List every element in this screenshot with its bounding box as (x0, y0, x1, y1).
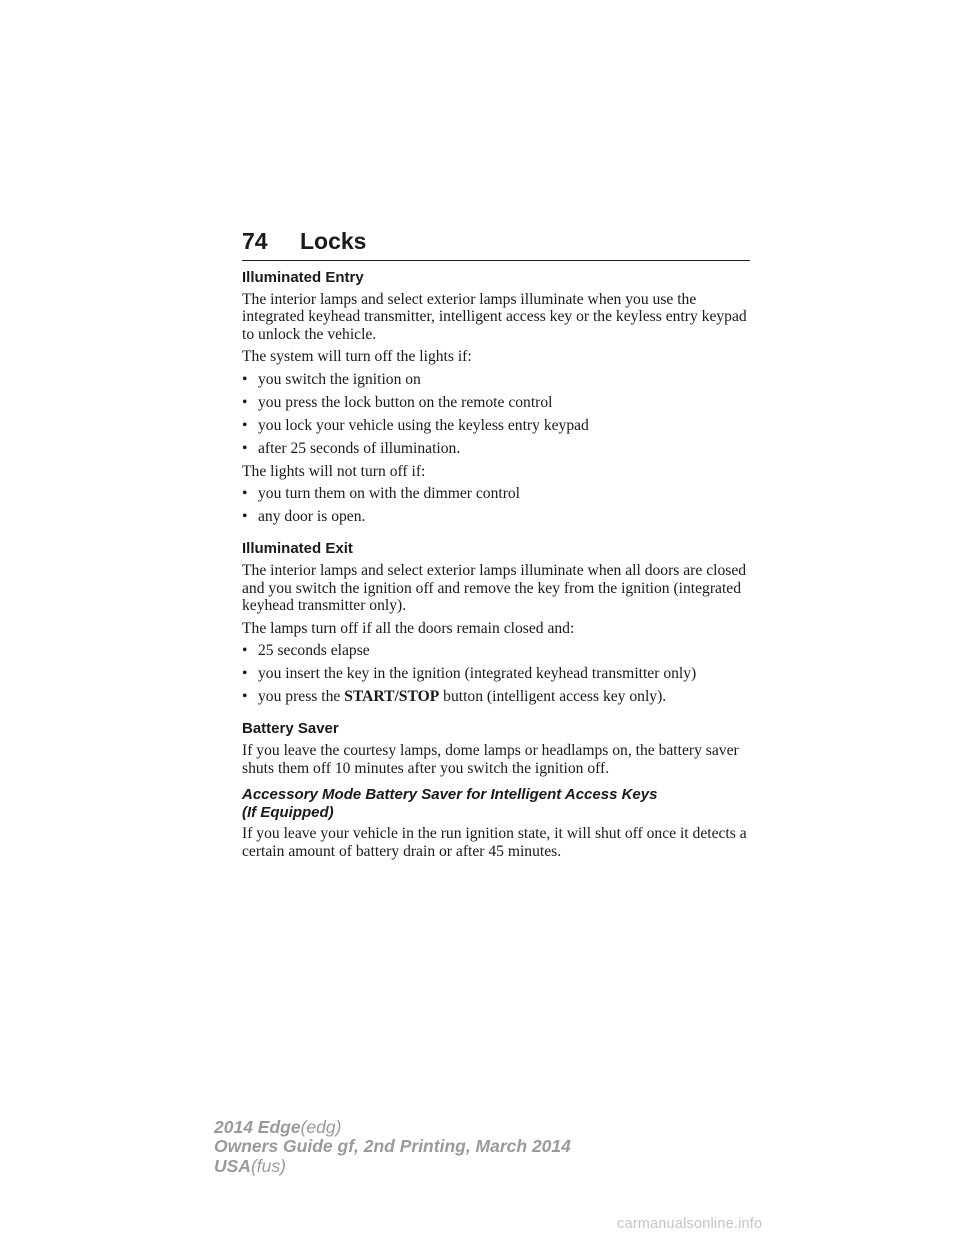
bullet-glyph: • (242, 665, 248, 683)
bullet-glyph: • (242, 688, 248, 706)
bullet-glyph: • (242, 370, 248, 388)
list-item: • after 25 seconds of illumination. (242, 439, 461, 457)
turn-off-list (242, 371, 750, 457)
not-turn-off-list (242, 485, 750, 525)
footer-market-code: (fus) (250, 1155, 286, 1176)
watermark: carmanualsonline.info (617, 1216, 763, 1232)
list-item: • you turn them on with the dimmer control (242, 485, 521, 503)
list-item: • any door is open. (242, 508, 366, 526)
illuminated-exit-heading: Illuminated Exit (242, 540, 353, 558)
manual-page (242, 228, 750, 865)
list-item: • you lock your vehicle using the keyless entry keypad (242, 416, 589, 434)
illuminated-entry-intro: The interior lamps and select exterior lamps illuminate when you use the integrated keyhead transmitter, intelligent access key or the keyless entry keypad to unlock the vehicle. (242, 291, 747, 343)
footer-model-code: (edg) (300, 1117, 342, 1137)
list-item: • you insert the key in the ignition (integrated keyhead transmitter only) (242, 665, 697, 683)
page-footer (214, 1118, 571, 1176)
battery-saver-body: If you leave the courtesy lamps, dome lamps or headlamps on, the battery saver shuts them off 10 minutes after you switch the ignition off. (242, 742, 739, 777)
list-item: • you switch the ignition on (242, 370, 421, 388)
turn-off-lead: The system will turn off the lights if: (242, 348, 472, 366)
lamps-turn-off-list (242, 642, 750, 705)
bullet-glyph: • (242, 416, 248, 434)
not-turn-off-lead: The lights will not turn off if: (242, 462, 426, 480)
list-item: • 25 seconds elapse (242, 642, 370, 660)
page-number: 74 (242, 228, 268, 254)
illuminated-exit-intro: The interior lamps and select exterior lamps illuminate when all doors are closed and you switch the ignition off and remove the key from the ignition (integrated keyhead transmitter only). (242, 562, 747, 615)
bullet-glyph: • (242, 642, 248, 660)
list-item: • you press the lock button on the remote control (242, 393, 553, 411)
accessory-mode-body: If you leave your vehicle in the run ignition state, it will shut off once it detects a certain amount of battery drain or after 45 minutes. (242, 825, 747, 860)
chapter-title: Locks (300, 228, 367, 254)
page-content (242, 268, 750, 860)
footer-guide: Owners Guide gf, 2nd Printing, March 2014 (214, 1136, 571, 1157)
bullet-glyph: • (242, 393, 248, 411)
list-item: • you press the START/STOP button (intelligent access key only). (242, 688, 667, 706)
footer-model: 2014 Edge (214, 1117, 301, 1137)
battery-saver-heading: Battery Saver (242, 720, 339, 738)
bullet-glyph: • (242, 485, 248, 503)
page-header (242, 228, 750, 261)
bullet-glyph: • (242, 508, 248, 526)
footer-market: USA (214, 1155, 251, 1176)
bullet-glyph: • (242, 439, 248, 457)
accessory-mode-heading: Accessory Mode Battery Saver for Intelligent Access Keys (If Equipped) (242, 786, 658, 821)
illuminated-entry-heading: Illuminated Entry (242, 269, 364, 286)
start-stop-button-label: START/STOP (344, 688, 440, 706)
lamps-turn-off-lead: The lamps turn off if all the doors remain closed and: (242, 619, 575, 637)
